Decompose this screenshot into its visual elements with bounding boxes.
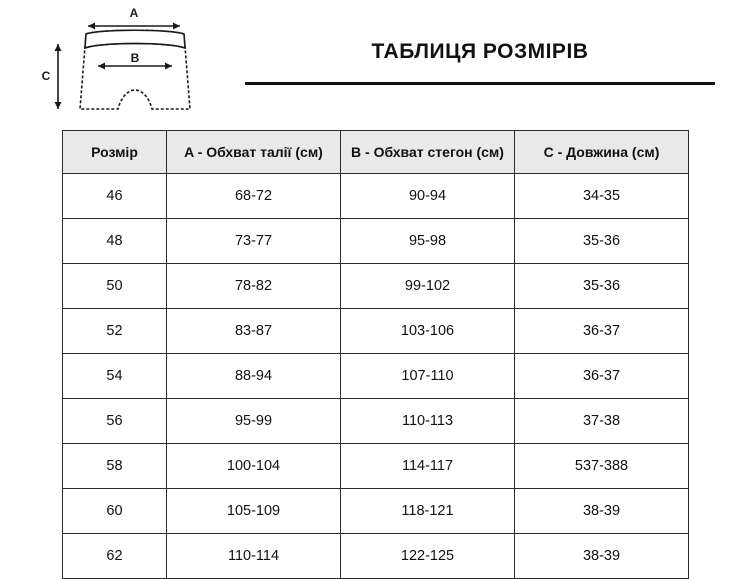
- table-row: [63, 354, 689, 399]
- cell-waist: 105-109: [167, 489, 341, 534]
- cell-length: 35-36: [515, 219, 689, 264]
- cell-size: 48: [63, 219, 167, 264]
- shorts-diagram-svg: [40, 4, 240, 124]
- shorts-outline: [80, 30, 190, 109]
- cell-waist: 95-99: [167, 399, 341, 444]
- diagram-label-b: B: [130, 51, 140, 65]
- cell-size: 62: [63, 534, 167, 579]
- cell-size: 54: [63, 354, 167, 399]
- cell-size: 46: [63, 174, 167, 219]
- boxer-shorts-measurement-diagram: [40, 4, 240, 124]
- column-header-hips: B - Обхват стегон (см): [341, 131, 515, 174]
- cell-length: 38-39: [515, 489, 689, 534]
- cell-waist: 83-87: [167, 309, 341, 354]
- column-header-waist: A - Обхват талії (см): [167, 131, 341, 174]
- cell-size: 56: [63, 399, 167, 444]
- cell-waist: 68-72: [167, 174, 341, 219]
- cell-hips: 114-117: [341, 444, 515, 489]
- cell-hips: 110-113: [341, 399, 515, 444]
- cell-size: 50: [63, 264, 167, 309]
- cell-length: 36-37: [515, 309, 689, 354]
- diagram-label-a: A: [129, 6, 139, 20]
- cell-hips: 99-102: [341, 264, 515, 309]
- cell-waist: 73-77: [167, 219, 341, 264]
- title-underline: [245, 82, 715, 85]
- arrow-c: [55, 44, 62, 109]
- cell-waist: 100-104: [167, 444, 341, 489]
- page-title: ТАБЛИЦЯ РОЗМІРІВ: [371, 40, 589, 63]
- cell-hips: 122-125: [341, 534, 515, 579]
- table-row: [63, 444, 689, 489]
- cell-length: 35-36: [515, 264, 689, 309]
- cell-waist: 88-94: [167, 354, 341, 399]
- cell-size: 58: [63, 444, 167, 489]
- cell-length: 537-388: [515, 444, 689, 489]
- table-row: [63, 309, 689, 354]
- table-row: [63, 534, 689, 579]
- table-row: [63, 219, 689, 264]
- size-table: [62, 130, 689, 579]
- table-header: [63, 131, 689, 174]
- cell-hips: 103-106: [341, 309, 515, 354]
- cell-hips: 107-110: [341, 354, 515, 399]
- table-row: [63, 489, 689, 534]
- cell-length: 34-35: [515, 174, 689, 219]
- cell-waist: 110-114: [167, 534, 341, 579]
- table-header-row: [63, 131, 689, 174]
- cell-waist: 78-82: [167, 264, 341, 309]
- column-header-size: Розмір: [63, 131, 167, 174]
- table-row: [63, 264, 689, 309]
- table-row: [63, 399, 689, 444]
- cell-hips: 118-121: [341, 489, 515, 534]
- cell-hips: 95-98: [341, 219, 515, 264]
- table-body: [63, 174, 689, 579]
- cell-size: 60: [63, 489, 167, 534]
- arrow-a: [88, 23, 180, 30]
- cell-length: 37-38: [515, 399, 689, 444]
- header-area: [0, 0, 750, 128]
- cell-hips: 90-94: [341, 174, 515, 219]
- size-table-wrapper: [62, 130, 688, 579]
- cell-length: 36-37: [515, 354, 689, 399]
- table-row: [63, 174, 689, 219]
- column-header-length: C - Довжина (см): [515, 131, 689, 174]
- cell-size: 52: [63, 309, 167, 354]
- diagram-label-c: C: [41, 69, 51, 83]
- cell-length: 38-39: [515, 534, 689, 579]
